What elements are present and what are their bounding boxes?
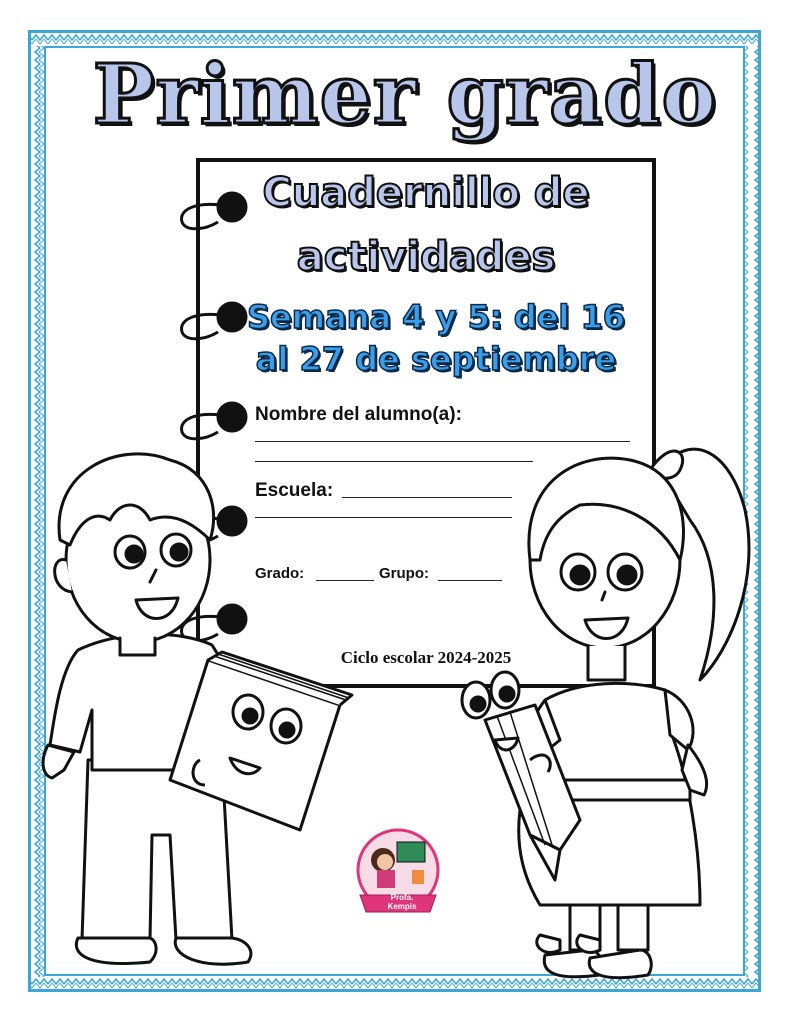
grade-line[interactable] (316, 580, 374, 581)
logo-line1: Profa. (390, 893, 414, 902)
notebook-title-line2: actividades (296, 234, 556, 280)
grade-label: Grado: (255, 565, 305, 582)
school-year: Ciclo escolar 2024-2025 (340, 648, 512, 667)
school-label: Escuela: (255, 480, 334, 501)
group-label: Grupo: (379, 565, 429, 582)
school-line-1[interactable] (342, 497, 512, 498)
logo-line2: Kempis (387, 902, 417, 911)
student-name-line-1[interactable] (255, 441, 630, 442)
school-line-2[interactable] (255, 517, 512, 518)
group-line[interactable] (438, 580, 502, 581)
page-title: Primer grado (92, 47, 718, 143)
student-name-line-2[interactable] (255, 461, 533, 462)
girl-illustration (519, 449, 749, 978)
week-line2: al 27 de septiembre (255, 340, 617, 378)
logo-caption (366, 893, 438, 911)
notebook-title-line1: Cuadernillo de (262, 170, 590, 216)
week-line1: Semana 4 y 5: del 16 (246, 298, 626, 336)
student-name-label: Nombre del alumno(a): (255, 404, 462, 425)
